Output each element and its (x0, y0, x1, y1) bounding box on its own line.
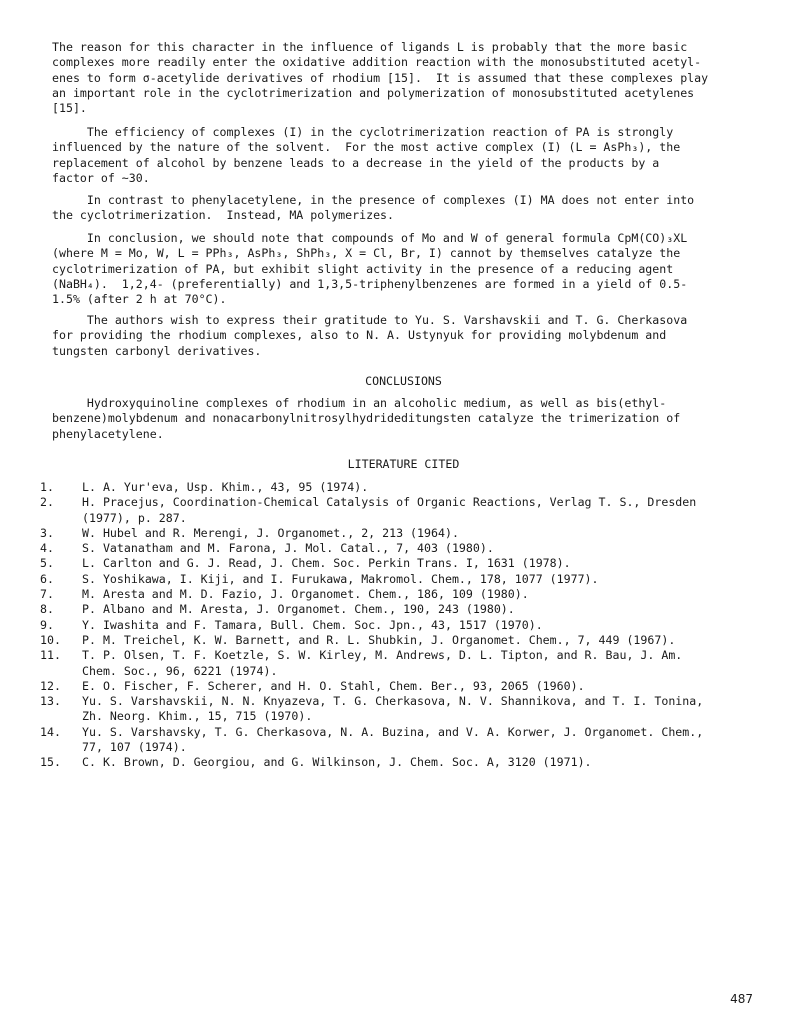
reference-text: 77, 107 (1974). (82, 740, 187, 755)
text-line: (NaBH₄). 1,2,4- (preferentially) and 1,3,5-triphenylbenzenes are formed in a yield of 0.5- (52, 276, 688, 291)
text-line: enes to form σ-acetylide derivatives of rhodium [15]. It is assumed that these complexes play (52, 70, 709, 85)
reference-item (40, 618, 780, 633)
reference-number: 10. (40, 632, 61, 647)
reference-text: L. Carlton and G. J. Read, J. Chem. Soc. Perkin Trans. I, 1631 (1978). (82, 556, 571, 571)
text-line: the cyclotrimerization. Instead, MA polymerizes. (52, 208, 395, 223)
reference-number: 8. (40, 602, 54, 617)
reference-item (40, 725, 780, 756)
reference-list (40, 480, 780, 771)
reference-number: 12. (40, 678, 61, 693)
page-number: 487 (730, 992, 753, 1006)
conclusions-paragraph (52, 396, 752, 442)
reference-item (40, 633, 780, 648)
reference-text: (1977), p. 287. (82, 510, 187, 525)
reference-item (40, 480, 780, 495)
reference-text: Zh. Neorg. Khim., 15, 715 (1970). (82, 709, 313, 724)
text-line: The reason for this character in the influence of ligands L is probably that the more basic (52, 40, 688, 54)
text-line: tungsten carbonyl derivatives. (52, 343, 262, 358)
reference-text: Yu. S. Varshavsky, T. G. Cherkasova, N. A. Buzina, and V. A. Korwer, J. Organomet. Chem., (82, 724, 704, 739)
reference-text: T. P. Olsen, T. F. Koetzle, S. W. Kirley, M. Andrews, D. L. Tipton, and R. Bau, J. Am. (82, 648, 683, 663)
reference-number: 2. (40, 495, 54, 510)
text-line: In conclusion, we should note that compounds of Mo and W of general formula CpM(CO)₃XL (52, 231, 688, 245)
text-line: an important role in the cyclotrimerization and polymerization of monosubstituted acetylenes (52, 85, 695, 100)
literature-heading: LITERATURE CITED (347, 457, 460, 471)
text-line: The authors wish to express their gratitude to Yu. S. Varshavskii and T. G. Cherkasova (52, 313, 688, 327)
text-line: complexes more readily enter the oxidative addition reaction with the monosubstituted acetyl- (52, 55, 702, 70)
reference-item (40, 602, 780, 617)
reference-text: H. Pracejus, Coordination-Chemical Catalysis of Organic Reactions, Verlag T. S., Dresden (82, 495, 697, 510)
text-line: replacement of alcohol by benzene leads to a decrease in the yield of the products by a (52, 155, 660, 170)
text-line: factor of ~30. (52, 170, 150, 185)
reference-text: P. M. Treichel, K. W. Barnett, and R. L. Shubkin, J. Organomet. Chem., 7, 449 (1967). (82, 632, 676, 647)
reference-number: 1. (40, 480, 54, 494)
text-line: benzene)molybdenum and nonacarbonylnitrosylhydrideditungsten catalyze the trimerization of (52, 411, 681, 426)
reference-number: 7. (40, 587, 54, 602)
reference-item (40, 679, 780, 694)
reference-number: 5. (40, 556, 54, 571)
text-line: The efficiency of complexes (I) in the cyclotrimerization reaction of PA is strongly (52, 125, 674, 139)
reference-text: Yu. S. Varshavskii, N. N. Knyazeva, T. G. Cherkasova, N. V. Shannikova, and T. I. Tonina, (82, 694, 704, 709)
reference-item (40, 526, 780, 541)
reference-number: 13. (40, 694, 61, 709)
text-line: cyclotrimerization of PA, but exhibit slight activity in the presence of a reducing agent (52, 261, 674, 276)
text-line: influenced by the nature of the solvent. For the most active complex (I) (L = AsPh₃), the (52, 140, 681, 155)
paragraph-acknowledgments (52, 313, 752, 359)
reference-number: 4. (40, 541, 54, 556)
paragraph-solvent-effect (52, 125, 752, 186)
reference-item (40, 587, 780, 602)
reference-item (40, 572, 780, 587)
reference-item (40, 694, 780, 725)
text-line: (where M = Mo, W, L = PPh₃, AsPh₃, ShPh₃, X = Cl, Br, I) cannot by themselves catalyze the (52, 246, 681, 261)
paragraph-conclusion-note (52, 231, 752, 307)
text-line: phenylacetylene. (52, 426, 164, 441)
text-line: 1.5% (after 2 h at 70°C). (52, 292, 227, 307)
reference-item (40, 648, 780, 679)
reference-number: 15. (40, 755, 61, 770)
reference-number: 14. (40, 724, 61, 739)
reference-text: L. A. Yur'eva, Usp. Khim., 43, 95 (1974). (82, 480, 369, 494)
text-line: Hydroxyquinoline complexes of rhodium in an alcoholic medium, as well as bis(ethyl- (52, 396, 667, 410)
reference-number: 6. (40, 571, 54, 586)
paragraph-ligand-influence (52, 40, 752, 116)
reference-text: S. Yoshikawa, I. Kiji, and I. Furukawa, Makromol. Chem., 178, 1077 (1977). (82, 571, 599, 586)
reference-item (40, 495, 780, 526)
text-line: [15]. (52, 101, 87, 116)
reference-text: W. Hubel and R. Merengi, J. Organomet., 2, 213 (1964). (82, 525, 459, 540)
reference-text: Y. Iwashita and F. Tamara, Bull. Chem. Soc. Jpn., 43, 1517 (1970). (82, 617, 543, 632)
reference-text: M. Aresta and M. D. Fazio, J. Organomet. Chem., 186, 109 (1980). (82, 587, 529, 602)
reference-text: Chem. Soc., 96, 6221 (1974). (82, 663, 278, 678)
reference-text: S. Vatanatham and M. Farona, J. Mol. Catal., 7, 403 (1980). (82, 541, 494, 556)
reference-number: 3. (40, 525, 54, 540)
reference-text: C. K. Brown, D. Georgiou, and G. Wilkinson, J. Chem. Soc. A, 3120 (1971). (82, 755, 592, 770)
reference-text: P. Albano and M. Aresta, J. Organomet. Chem., 190, 243 (1980). (82, 602, 515, 617)
reference-item (40, 755, 780, 770)
reference-item (40, 541, 780, 556)
paragraph-ma-contrast (52, 193, 752, 224)
reference-text: E. O. Fischer, F. Scherer, and H. O. Stahl, Chem. Ber., 93, 2065 (1960). (82, 678, 585, 693)
text-line: In contrast to phenylacetylene, in the presence of complexes (I) MA does not enter into (52, 193, 695, 207)
reference-item (40, 556, 780, 571)
reference-number: 11. (40, 648, 61, 663)
text-line: for providing the rhodium complexes, also to N. A. Ustynyuk for providing molybdenum and (52, 328, 667, 343)
reference-number: 9. (40, 617, 54, 632)
conclusions-heading: CONCLUSIONS (365, 374, 442, 388)
